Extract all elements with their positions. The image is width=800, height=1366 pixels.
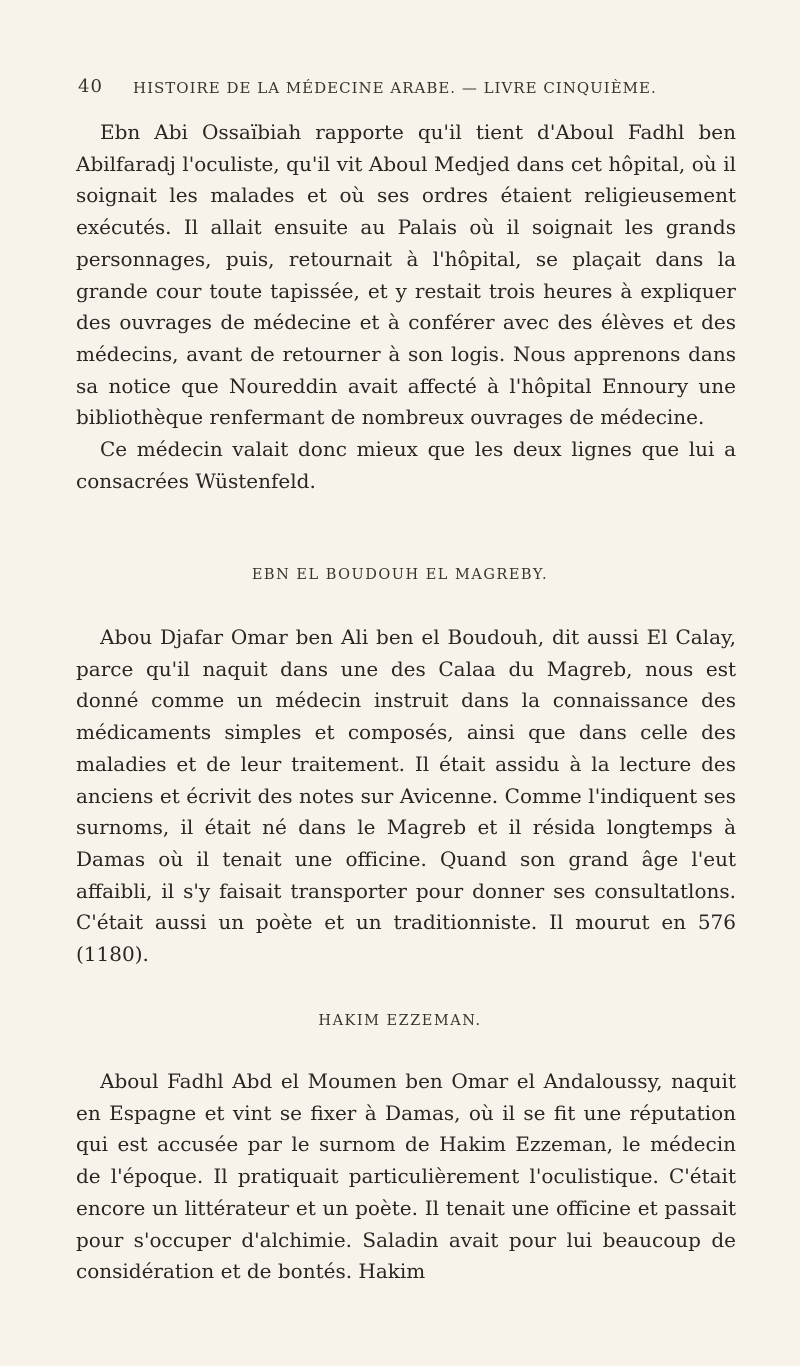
paragraph: Ce médecin valait donc mieux que les deux lignes que lui a consacrées Wüstenfeld. [76,437,736,493]
section-hakim-ezzeman [76,1066,736,1288]
section-ebn-el-boudouh [76,622,736,971]
page-number: 40 [78,76,103,97]
section-intro [76,117,736,497]
section-heading-ebn-el-boudouh: EBN EL BOUDOUH EL MAGREBY. [251,567,549,583]
section-heading-hakim-ezzeman: HAKIM EZZEMAN. [318,1013,482,1029]
running-title: HISTOIRE DE LA MÉDECINE ARABE. — LIVRE CINQUIÈME. [133,79,657,97]
paragraph: Ebn Abi Ossaïbiah rapporte qu'il tient d'Aboul Fadhl ben Abilfaradj l'oculiste, qu'il vit Aboul Medjed dans cet hôpital, où il soignait les malades et où ses ordres étaient religieusement exécutés. Il allait ensuite au Palais où il soignait les grands personnages, puis, retournait à l'hôpital, se plaçait dans la grande cour toute tapissée, et y restait trois heures à expliquer des ouvrages de médecine et à conférer avec des élèves et des médecins, avant de retourner à son logis. Nous apprenons dans sa notice que Noureddin avait affecté à l'hôpital Ennoury une bibliothèque renfermant de nombreux ouvrages de médecine. [76,120,736,430]
page-header [78,76,738,102]
paragraph: Aboul Fadhl Abd el Moumen ben Omar el Andaloussy, naquit en Espagne et vint se fixer à Damas, où il se fit une réputation qui est accusée par le surnom de Hakim Ezzeman, le médecin de l'époque. Il pratiquait particulièrement l'oculistique. C'était encore un littérateur et un poète. Il tenait une officine et passait pour s'occuper d'alchimie. Saladin avait pour lui beaucoup de considération et de bontés. Hakim [76,1069,736,1284]
paragraph: Abou Djafar Omar ben Ali ben el Boudouh, dit aussi El Calay, parce qu'il naquit dans une des Calaa du Magreb, nous est donné comme un médecin instruit dans la connaissance des médicaments simples et composés, ainsi que dans celle des maladies et de leur traitement. Il était assidu à la lecture des anciens et écrivit des notes sur Avicenne. Comme l'indiquent ses surnoms, il était né dans le Magreb et il résida longtemps à Damas où il tenait une officine. Quand son grand âge l'eut affaibli, il s'y faisait transporter pour donner ses consultatlons. C'était aussi un poète et un traditionniste. Il mourut en 576 (1180). [76,625,736,967]
